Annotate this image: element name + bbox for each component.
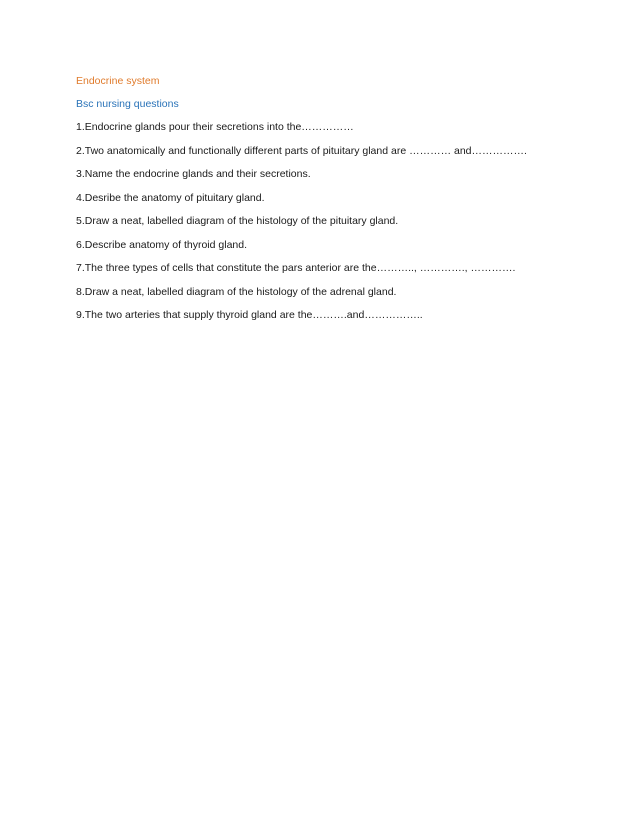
question-item: 1.Endocrine glands pour their secretions into the…………… xyxy=(76,121,354,133)
question-item: 4.Desribe the anatomy of pituitary gland. xyxy=(76,191,265,204)
question-item: 9.The two arteries that supply thyroid gland are the……….and…………….. xyxy=(76,309,423,321)
question-item: 2.Two anatomically and functionally different parts of pituitary gland are ………… and……………. xyxy=(76,144,527,157)
document-subtitle: Bsc nursing questions xyxy=(76,98,179,110)
question-item: 7.The three types of cells that constitute the pars anterior are the……….., …………., …………. xyxy=(76,262,516,274)
document-title: Endocrine system xyxy=(76,75,160,87)
question-item: 6.Describe anatomy of thyroid gland. xyxy=(76,238,248,251)
document-content xyxy=(76,74,596,332)
question-item: 3.Name the endocrine glands and their secretions. xyxy=(76,168,311,180)
question-item: 5.Draw a neat, labelled diagram of the histology of the pituitary gland. xyxy=(76,215,399,227)
question-item: 8.Draw a neat, labelled diagram of the histology of the adrenal gland. xyxy=(76,285,397,298)
question-list xyxy=(76,120,596,322)
